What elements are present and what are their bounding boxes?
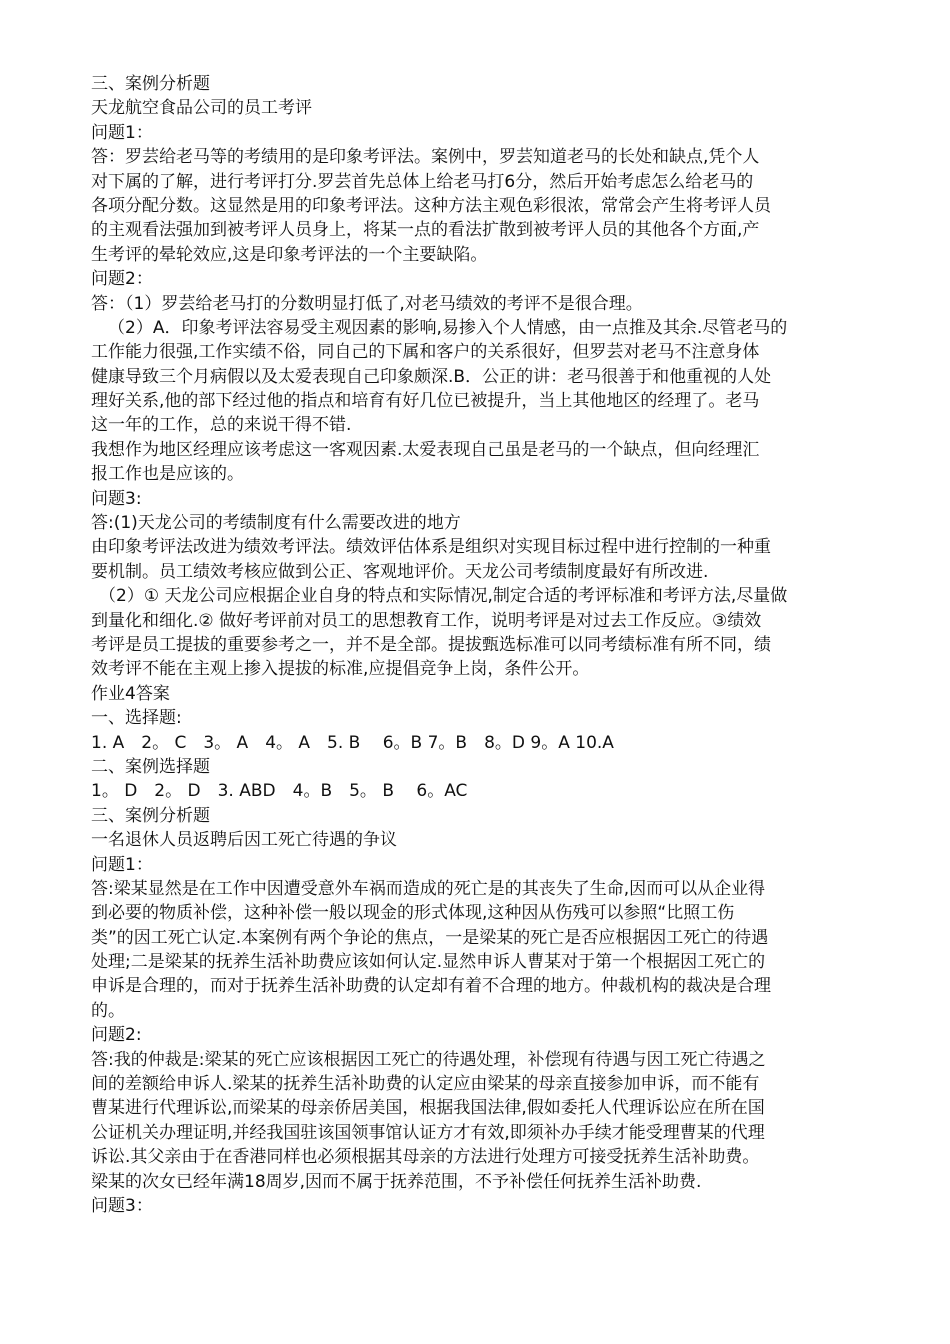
question-label: 问题3： bbox=[91, 1195, 153, 1216]
answer-line: 答：罗芸给老马等的考绩用的是印象考评法。案例中，罗芸知道老马的长处和缺点,凭个人 bbox=[91, 147, 760, 168]
answer-line: 各项分配分数。这显然是用的印象考评法。这种方法主观色彩很浓，常常会产生将考评人员 bbox=[91, 195, 771, 216]
case-title: 一名退休人员返聘后因工死亡待遇的争议 bbox=[91, 830, 397, 851]
section-heading: 三、案例分析题 bbox=[91, 805, 210, 826]
answer-line: （2）① 天龙公司应根据企业自身的特点和实际情况,制定合适的考评标准和考评方法,尽量做 bbox=[99, 586, 788, 607]
question-label: 问题1： bbox=[91, 854, 153, 875]
answer-line: 申诉是合理的，而对于抚养生活补助费的认定却有着不合理的地方。仲裁机构的裁决是合理 bbox=[91, 976, 771, 997]
question-label: 问题2： bbox=[91, 269, 153, 290]
answer-key-line: 1。 D 2。 D 3. ABD 4。B 5。 B 6。AC bbox=[91, 781, 468, 802]
answer-line: 的。 bbox=[91, 1000, 125, 1021]
answer-line: 健康导致三个月病假以及太爱表现自己印象颇深.B．公正的讲：老马很善于和他重视的人处 bbox=[91, 366, 772, 387]
case-title: 天龙航空食品公司的员工考评 bbox=[91, 98, 312, 119]
answer-line: 考评是员工提拔的重要参考之一，并不是全部。提拔甄选标准可以同考绩标准有所不同，绩 bbox=[91, 634, 771, 655]
answer-line: 到量化和细化.② 做好考评前对员工的思想教育工作，说明考评是对过去工作反应。③绩效 bbox=[91, 610, 762, 631]
answer-line: 答:我的仲裁是:梁某的死亡应该根据因工死亡的待遇处理，补偿现有待遇与因工死亡待遇之 bbox=[91, 1049, 766, 1070]
question-label: 问题1： bbox=[91, 122, 153, 143]
answer-line: 的主观看法强加到被考评人员身上，将某一点的看法扩散到被考评人员的其他各个方面,产 bbox=[91, 220, 760, 241]
answer-line: 这一年的工作，总的来说干得不错. bbox=[91, 415, 352, 436]
answer-line: 到必要的物质补偿，这种补偿一般以现金的形式体现,这种因从伤残可以参照“比照工伤 bbox=[91, 903, 735, 924]
answer-line: 对下属的了解，进行考评打分.罗芸首先总体上给老马打6分，然后开始考虑怎么给老马的 bbox=[91, 171, 754, 192]
answer-line: 由印象考评法改进为绩效考评法。绩效评估体系是组织对实现目标过程中进行控制的一种重 bbox=[91, 537, 771, 558]
answer-line: 报工作也是应该的。 bbox=[91, 464, 244, 485]
answer-line: 答:(1)天龙公司的考绩制度有什么需要改进的地方 bbox=[91, 513, 461, 534]
answer-line: 处理;二是梁某的抚养生活补助费应该如何认定.显然申诉人曹某对于第一个根据因工死亡的 bbox=[91, 952, 766, 973]
answer-line: 答:梁某显然是在工作中因遭受意外车祸而造成的死亡是的其丧失了生命,因而可以从企业得 bbox=[91, 878, 766, 899]
answer-line: 答：（1）罗芸给老马打的分数明显打低了,对老马绩效的考评不是很合理。 bbox=[91, 293, 643, 314]
document-page bbox=[91, 72, 863, 1218]
question-label: 问题3: bbox=[91, 488, 142, 509]
answer-line: 我想作为地区经理应该考虑这一客观因素.太爱表现自己虽是老马的一个缺点，但向经理汇 bbox=[91, 439, 760, 460]
answer-line: 要机制。员工绩效考核应做到公正、客观地评价。天龙公司考绩制度最好有所改进. bbox=[91, 561, 709, 582]
answer-line: 效考评不能在主观上掺入提拔的标准,应提倡竞争上岗，条件公开。 bbox=[91, 659, 590, 680]
answer-line: 间的差额给申诉人.梁某的抚养生活补助费的认定应由梁某的母亲直接参加申诉，而不能有 bbox=[91, 1074, 760, 1095]
section-heading: 一、选择题: bbox=[91, 708, 182, 729]
answer-line: 曹某进行代理诉讼,而梁某的母亲侨居美国，根据我国法律,假如委托人代理诉讼应在所在国 bbox=[91, 1098, 765, 1119]
answer-key-line: 1. A 2。 C 3。 A 4。 A 5. B 6。B 7。B 8。D 9。A 10.A bbox=[91, 732, 614, 753]
answer-line: 诉讼.其父亲由于在香港同样也必须根据其母亲的方法进行处理方可接受抚养生活补助费。 bbox=[91, 1147, 760, 1168]
section-heading: 二、案例选择题 bbox=[91, 756, 210, 777]
answer-line: 生考评的晕轮效应,这是印象考评法的一个主要缺陷。 bbox=[91, 244, 488, 265]
answer-line: 类”的因工死亡认定.本案例有两个争论的焦点，一是梁某的死亡是否应根据因工死亡的待遇 bbox=[91, 927, 769, 948]
answer-line: 公证机关办理证明,并经我国驻该国领事馆认证方才有效,即须补办手续才能受理曹某的代理 bbox=[91, 1122, 765, 1143]
answer-line: （2）A．印象考评法容易受主观因素的影响,易掺入个人情感，由一点推及其余.尽管老马的 bbox=[108, 317, 788, 338]
answer-line: 工作能力很强,工作实绩不俗，同自己的下属和客户的关系很好，但罗芸对老马不注意身体 bbox=[91, 342, 760, 363]
answer-line: 理好关系,他的部下经过他的指点和培育有好几位已被提升，当上其他地区的经理了。老马 bbox=[91, 391, 760, 412]
section-heading: 三、案例分析题 bbox=[91, 74, 210, 94]
section-heading: 作业4答案 bbox=[91, 683, 170, 704]
answer-line: 梁某的次女已经年满18周岁,因而不属于抚养范围，不予补偿任何抚养生活补助费. bbox=[91, 1171, 702, 1192]
question-label: 问题2: bbox=[91, 1025, 142, 1046]
